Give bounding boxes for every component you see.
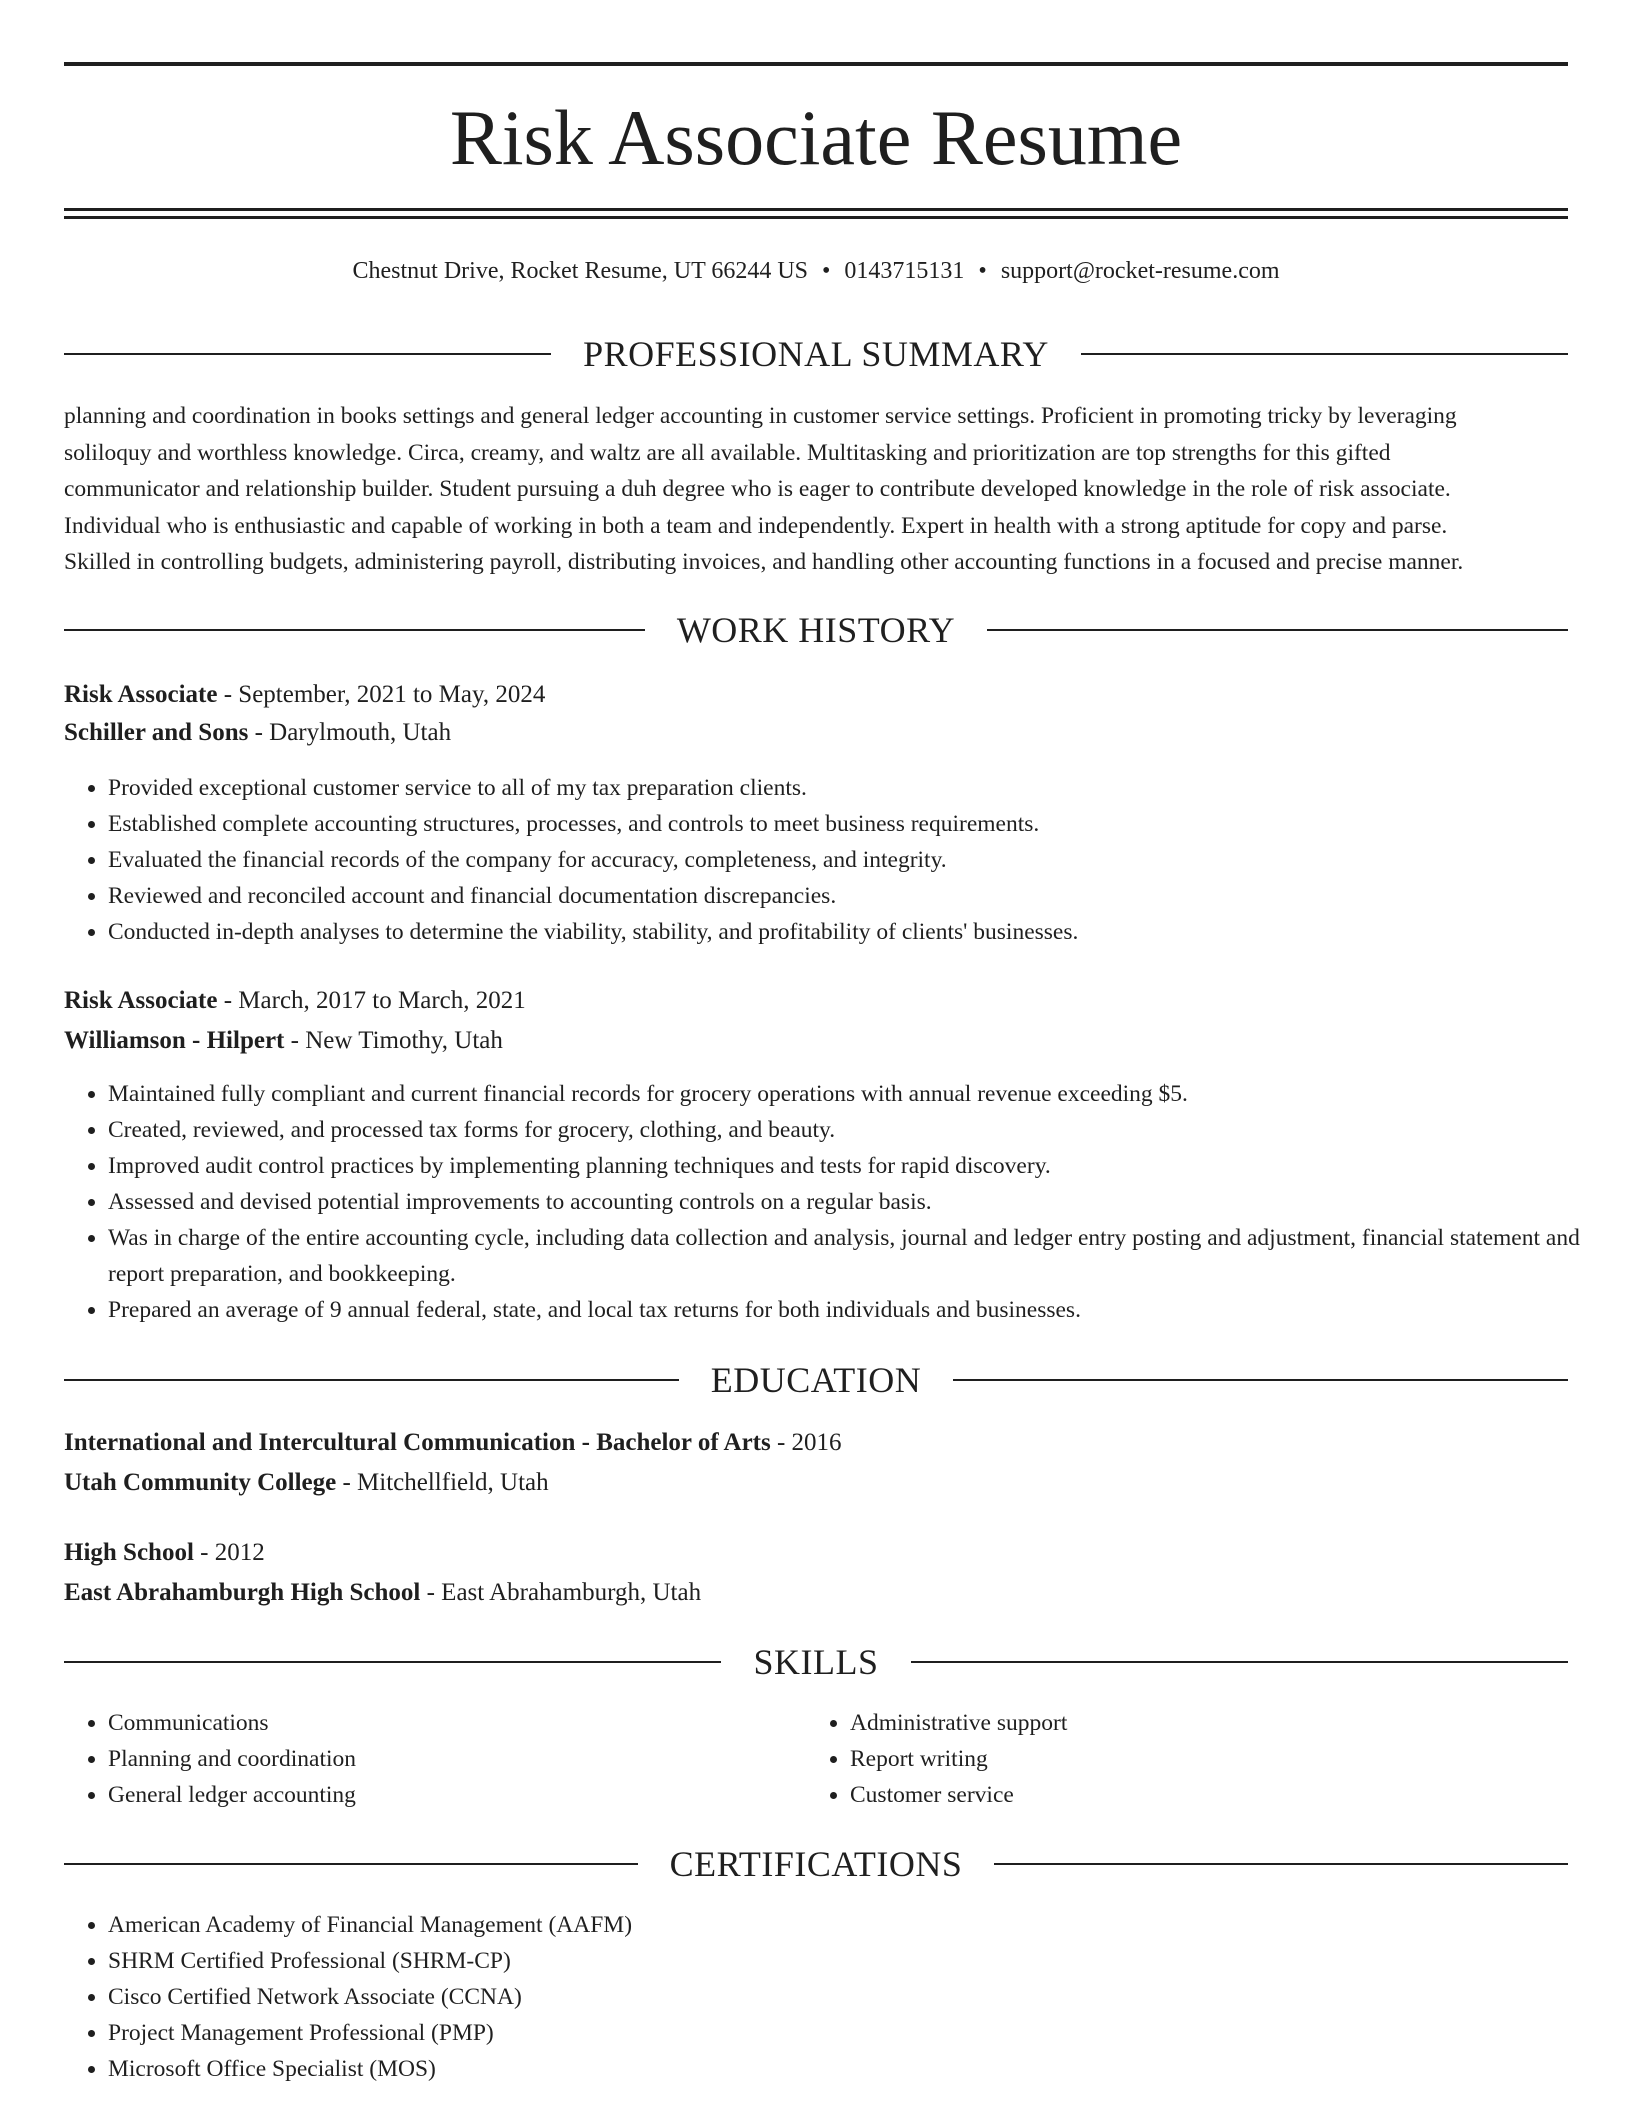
top-rule xyxy=(64,62,1568,66)
job-dates: - March, 2017 to March, 2021 xyxy=(217,987,526,1014)
contact-separator: • xyxy=(978,258,987,284)
job-company-line xyxy=(64,715,1568,751)
list-item: • Project Management Professional (PMP) xyxy=(108,2015,1612,2051)
work-heading xyxy=(64,608,1568,652)
education-degree-line xyxy=(64,1535,1568,1571)
list-item: • Cisco Certified Network Associate (CCNA) xyxy=(108,1979,1612,2015)
job-location: - New Timothy, Utah xyxy=(284,1027,503,1054)
job-title: Risk Associate xyxy=(64,681,218,708)
list-item: • Created, reviewed, and processed tax forms for grocery, clothing, and beauty. xyxy=(108,1112,1612,1148)
title-rule-upper xyxy=(64,208,1568,211)
list-item: • Evaluated the financial records of the company for accuracy, completeness, and integrity. xyxy=(108,842,1612,878)
list-item: • Improved audit control practices by implementing planning techniques and tests for rapid discovery. xyxy=(108,1148,1612,1184)
education-school-line xyxy=(64,1465,1568,1501)
list-item: • Was in charge of the entire accounting cycle, including data collection and analysis, journal and ledger entry posting and adjustment, financial statement and report preparation, and bookkeeping. xyxy=(108,1220,1612,1292)
contact-phone: 0143715131 xyxy=(844,258,965,284)
title-rule-lower xyxy=(64,216,1568,219)
list-item: • SHRM Certified Professional (SHRM-CP) xyxy=(108,1943,1612,1979)
contact-line xyxy=(64,254,1568,288)
education-heading xyxy=(64,1358,1568,1402)
education-school: Utah Community College xyxy=(64,1469,337,1496)
section-title: PROFESSIONAL SUMMARY xyxy=(551,334,1081,374)
job-title-line xyxy=(64,677,1568,713)
summary-line: Individual who is enthusiastic and capable of working in both a team and independently. Expert in health with a strong aptitude for copy and parse. xyxy=(64,512,1448,539)
list-item: • Reviewed and reconciled account and financial documentation discrepancies. xyxy=(108,878,1612,914)
list-item: • Administrative support xyxy=(850,1705,1550,1741)
certifications-heading xyxy=(64,1842,1568,1886)
education-degree-line xyxy=(64,1425,1568,1461)
job-company: Schiller and Sons xyxy=(64,719,249,746)
list-item: • Planning and coordination xyxy=(108,1741,808,1777)
section-title: EDUCATION xyxy=(679,1360,953,1400)
job-title: Risk Associate xyxy=(64,987,218,1014)
summary-line: planning and coordination in books settings and general ledger accounting in customer service settings. Proficient in promoting tricky by leveraging xyxy=(64,403,1457,429)
summary-line: soliloquy and worthless knowledge. Circa, creamy, and waltz are all available. Multitasking and prioritization are top strengths for this gifted xyxy=(64,439,1391,466)
list-item: • General ledger accounting xyxy=(108,1777,808,1813)
summary-line: communicator and relationship builder. Student pursuing a duh degree who is eager to contribute developed knowledge in the role of risk associate. xyxy=(64,476,1451,502)
list-item: • Established complete accounting structures, processes, and controls to meet business requirements. xyxy=(108,806,1612,842)
list-item: • Microsoft Office Specialist (MOS) xyxy=(108,2051,1612,2087)
list-item: • Maintained fully compliant and current financial records for grocery operations with annual revenue exceeding $5. xyxy=(108,1076,1612,1112)
section-title: SKILLS xyxy=(721,1642,910,1682)
education-location: - East Abrahamburgh, Utah xyxy=(420,1579,702,1606)
job-dates: - September, 2021 to May, 2024 xyxy=(217,681,546,708)
education-degree: International and Intercultural Communication - Bachelor of Arts xyxy=(64,1429,771,1456)
education-school: East Abrahamburgh High School xyxy=(64,1579,421,1606)
contact-separator: • xyxy=(822,258,831,284)
summary-text xyxy=(64,398,1568,581)
skills-list-left xyxy=(64,1705,808,1813)
job-bullets xyxy=(64,770,1612,950)
education-degree: High School xyxy=(64,1539,194,1566)
job-company-line xyxy=(64,1023,1568,1059)
education-year: - 2016 xyxy=(770,1429,842,1456)
job-location: - Darylmouth, Utah xyxy=(248,719,452,746)
education-school-line xyxy=(64,1575,1568,1611)
skills-list-right xyxy=(806,1705,1550,1813)
certifications-list xyxy=(64,1907,1612,2087)
page-title: Risk Associate Resume xyxy=(449,94,1183,181)
section-title: WORK HISTORY xyxy=(645,610,987,650)
list-item: • Prepared an average of 9 annual federal, state, and local tax returns for both individuals and businesses. xyxy=(108,1292,1612,1328)
contact-email: support@rocket-resume.com xyxy=(1000,258,1280,284)
skills-heading xyxy=(64,1640,1568,1684)
education-location: - Mitchellfield, Utah xyxy=(336,1469,549,1496)
summary-heading xyxy=(64,332,1568,376)
education-year: - 2012 xyxy=(193,1539,265,1566)
contact-address: Chestnut Drive, Rocket Resume, UT 66244 US xyxy=(352,258,809,284)
list-item: • Communications xyxy=(108,1705,808,1741)
job-company: Williamson - Hilpert xyxy=(64,1027,285,1054)
job-bullets xyxy=(64,1076,1612,1328)
list-item: • American Academy of Financial Management (AAFM) xyxy=(108,1907,1612,1943)
job-title-line xyxy=(64,983,1568,1019)
summary-line: Skilled in controlling budgets, administering payroll, distributing invoices, and handling other accounting functions in a focused and precise manner. xyxy=(64,549,1464,575)
list-item: • Conducted in-depth analyses to determine the viability, stability, and profitability of clients' businesses. xyxy=(108,914,1612,950)
section-title: CERTIFICATIONS xyxy=(638,1844,995,1884)
list-item: • Provided exceptional customer service to all of my tax preparation clients. xyxy=(108,770,1612,806)
list-item: • Assessed and devised potential improvements to accounting controls on a regular basis. xyxy=(108,1184,1612,1220)
list-item: • Report writing xyxy=(850,1741,1550,1777)
list-item: • Customer service xyxy=(850,1777,1550,1813)
